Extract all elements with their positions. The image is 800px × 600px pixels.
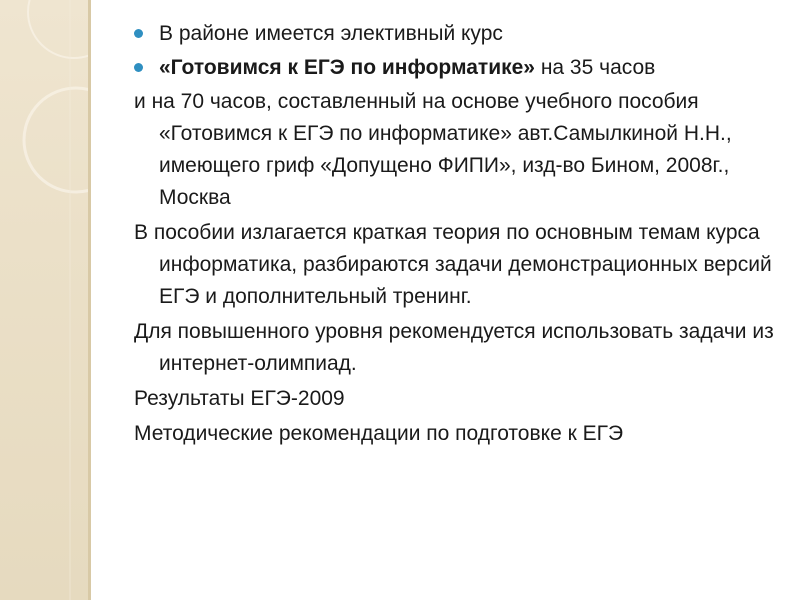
bullet-dot-icon: [134, 63, 143, 72]
paragraph-textbook-content: В пособии излагается краткая теория по основным темам курса информатика, разбираются задачи демонстрационных версий ЕГЭ и дополнительный тренинг.: [134, 221, 772, 308]
bullet-item-course-name: [134, 52, 774, 84]
paragraph-results: Результаты ЕГЭ-2009: [134, 387, 345, 410]
decorative-circles: [0, 0, 88, 600]
bullet-item-course: [134, 18, 774, 50]
slide-content: [134, 18, 774, 450]
bullet-dot-icon: [134, 29, 143, 38]
course-title: «Готовимся к ЕГЭ по информатике»: [159, 56, 535, 79]
bullet-text: [134, 52, 774, 84]
decorative-side-band: [0, 0, 88, 600]
paragraph-advanced-level: Для повышенного уровня рекомендуется использовать задачи из интернет-олимпиад.: [134, 320, 774, 375]
bullet-text: В районе имеется элективный курс: [159, 22, 503, 45]
paragraph-recommendations: Методические рекомендации по подготовке к ЕГЭ: [134, 422, 624, 445]
decorative-circle-top: [28, 0, 88, 58]
paragraph-textbook: и на 70 часов, составленный на основе учебного пособия «Готовимся к ЕГЭ по информатике» авт.Самылкиной Н.Н., имеющего гриф «Допущено ФИПИ», изд-во Бином, 2008г., Москва: [134, 90, 732, 209]
decorative-circle-middle: [24, 88, 88, 192]
course-hours: на 35 часов: [534, 56, 656, 79]
side-band-edge: [88, 0, 91, 600]
